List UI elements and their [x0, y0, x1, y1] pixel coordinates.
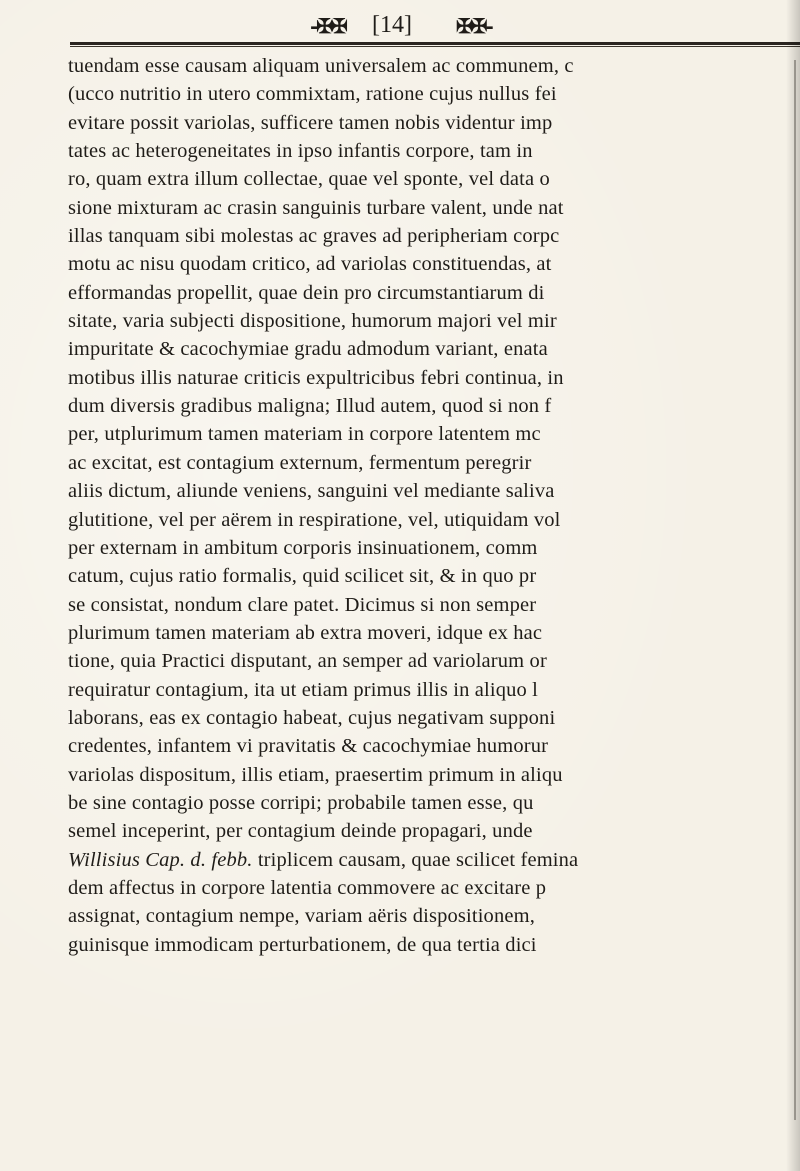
text-line: variolas dispositum, illis etiam, praesertim primum in aliqu	[68, 763, 563, 786]
text-line: dem affectus in corpore latentia commovere ac excitare p	[68, 876, 547, 899]
text-line: tuendam esse causam aliquam universalem ac communem, c	[68, 55, 574, 77]
page-number: [14]	[372, 12, 412, 38]
text-line: tates ac heterogeneitates in ipso infantis corpore, tam in	[68, 140, 533, 163]
text-line: motibus illis naturae criticis expultricibus febri continua, in	[68, 366, 564, 389]
text-line: per, utplurimum tamen materiam in corpore latentem mc	[68, 423, 541, 446]
text-line: efformandas propellit, quae dein pro circumstantiarum di	[68, 281, 545, 304]
text-line: plurimum tamen materiam ab extra moveri, idque ex hac	[68, 621, 543, 644]
header-rule-thin	[70, 46, 800, 47]
text-line: illas tanquam sibi molestas ac graves ad peripheriam corpc	[68, 225, 560, 248]
text-line: sitate, varia subjecti dispositione, humorum majori vel mir	[68, 310, 557, 333]
body-text	[68, 52, 800, 959]
text-line: tione, quia Practici disputant, an semper ad variolarum or	[68, 650, 547, 673]
page-header	[0, 8, 800, 48]
text-line: semel inceperint, per contagium deinde propagari, unde	[68, 820, 533, 843]
citation-italic: Willisius Cap. d. febb.	[68, 848, 253, 871]
text-line: impuritate & cacochymiae gradu admodum variant, enata	[68, 338, 548, 361]
text-line: laborans, eas ex contagio habeat, cujus negativam supponi	[68, 706, 556, 729]
text-line-italic-citation	[68, 846, 800, 874]
text-line: ac excitat, est contagium externum, fermentum peregrir	[68, 451, 532, 474]
text-line: assignat, contagium nempe, variam aëris dispositionem,	[68, 905, 535, 928]
text-line: aliis dictum, aliunde veniens, sanguini vel mediante saliva	[68, 480, 555, 503]
text-line: evitare possit variolas, sufficere tamen nobis videntur imp	[68, 111, 553, 134]
text-line: ro, quam extra illum collectae, quae vel sponte, vel data o	[68, 168, 550, 191]
header-ornament-left: -✠✠	[310, 14, 346, 38]
binding-shadow	[786, 0, 800, 1171]
text-line: guinisque immodicam perturbationem, de qua tertia dici	[68, 933, 537, 956]
citation-rest: triplicem causam, quae scilicet femina	[252, 848, 579, 871]
header-ornament-right: ✠✠-	[456, 14, 492, 38]
text-line: sione mixturam ac crasin sanguinis turbare valent, unde nat	[68, 196, 564, 219]
text-line: (ucco nutritio in utero commixtam, ratione cujus nullus fei	[68, 83, 557, 106]
text-line: dum diversis gradibus maligna; Illud autem, quod si non f	[68, 395, 552, 418]
text-line: per externam in ambitum corporis insinuationem, comm	[68, 536, 538, 559]
text-line: glutitione, vel per aërem in respiratione, vel, utiquidam vol	[68, 508, 561, 531]
header-rule	[70, 42, 800, 45]
text-line: motu ac nisu quodam critico, ad variolas constituendas, at	[68, 253, 552, 276]
text-line: requiratur contagium, ita ut etiam primus illis in aliquo l	[68, 678, 539, 701]
text-line: credentes, infantem vi pravitatis & cacochymiae humorur	[68, 735, 549, 758]
text-line: be sine contagio posse corripi; probabile tamen esse, qu	[68, 791, 534, 814]
text-line: catum, cujus ratio formalis, quid scilicet sit, & in quo pr	[68, 565, 537, 588]
text-line: se consistat, nondum clare patet. Dicimus si non semper	[68, 593, 537, 616]
